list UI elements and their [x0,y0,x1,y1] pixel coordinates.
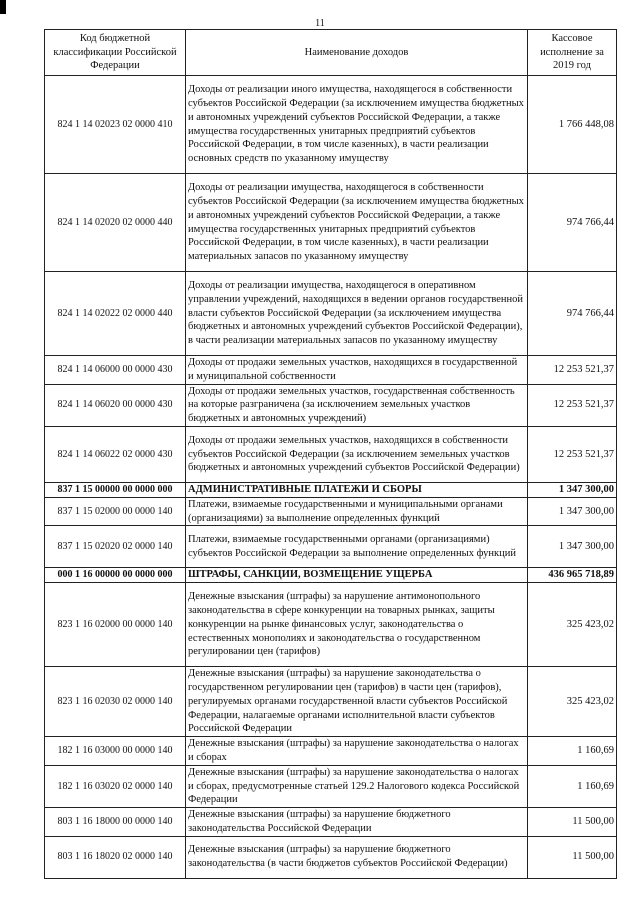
row-code: 837 1 15 02020 02 0000 140 [45,526,186,568]
row-code: 824 1 14 02022 02 0000 440 [45,272,186,356]
header-name: Наименование доходов [186,30,528,76]
row-name: Доходы от реализации иного имущества, находящегося в собственности субъектов Российской Федерации (за исключением имущества бюджетных и автономных учреждений субъектов Российской Федерации, а также имущества государственных унитарных предприятий субъектов Российской Федерации, в том числе казенных), в части реализации основных средств по указанному имуществу [186,76,528,174]
row-amount: 974 766,44 [528,174,617,272]
table-row [45,384,617,426]
table-row [45,836,617,878]
row-code: 837 1 15 00000 00 0000 000 [45,482,186,497]
row-amount: 11 500,00 [528,808,617,837]
row-amount: 1 160,69 [528,737,617,766]
row-code: 824 1 14 02023 02 0000 410 [45,76,186,174]
row-name: Доходы от продажи земельных участков, находящихся в государственной и муниципальной собственности [186,356,528,385]
row-name: Платежи, взимаемые государственными и муниципальными органами (организациями) за выполнение определенных функций [186,497,528,526]
scan-edge-mark [0,0,6,14]
row-name: Доходы от реализации имущества, находящегося в собственности субъектов Российской Федерации (за исключением имущества бюджетных и автономных учреждений субъектов Российской Федерации, а также имущества государственных унитарных предприятий субъектов Российской Федерации, в том числе казенных), в части реализации материальных запасов по указанному имуществу [186,174,528,272]
table-row [45,765,617,807]
row-amount: 11 500,00 [528,836,617,878]
revenue-table [44,29,617,879]
row-name: Доходы от продажи земельных участков, находящихся в собственности субъектов Российской Федерации (за исключением земельных участков бюджетных и автономных учреждений субъектов Российской Федерации) [186,426,528,482]
row-amount: 325 423,02 [528,583,617,667]
table-row [45,568,617,583]
table-row [45,272,617,356]
row-code: 823 1 16 02030 02 0000 140 [45,667,186,737]
table-row [45,426,617,482]
row-amount: 12 253 521,37 [528,384,617,426]
table-row [45,174,617,272]
row-name: Денежные взыскания (штрафы) за нарушение бюджетного законодательства Российской Федерации [186,808,528,837]
row-amount: 1 347 300,00 [528,482,617,497]
row-code: 182 1 16 03000 00 0000 140 [45,737,186,766]
page-number: 11 [315,18,325,29]
row-code: 824 1 14 06020 00 0000 430 [45,384,186,426]
table-row [45,482,617,497]
row-amount: 1 766 448,08 [528,76,617,174]
row-name: Денежные взыскания (штрафы) за нарушение законодательства о налогах и сборах [186,737,528,766]
row-name: Денежные взыскания (штрафы) за нарушение бюджетного законодательства (в части бюджетов субъектов Российской Федерации) [186,836,528,878]
table-row [45,356,617,385]
row-code: 803 1 16 18020 02 0000 140 [45,836,186,878]
header-amount: Кассовое исполнение за 2019 год [528,30,617,76]
table-row [45,583,617,667]
row-name: Денежные взыскания (штрафы) за нарушение законодательства о государственном регулировании цен (тарифов) в части цен (тарифов), регулируемых органами государственной власти субъектов Российской Федерации, налагаемые органами исполнительной власти субъектов Российской Федерации [186,667,528,737]
table-row [45,497,617,526]
row-amount: 1 347 300,00 [528,497,617,526]
row-name: Платежи, взимаемые государственными органами (организациями) субъектов Российской Федерации за выполнение определенных функций [186,526,528,568]
row-code: 803 1 16 18000 00 0000 140 [45,808,186,837]
table-row [45,808,617,837]
row-amount: 1 160,69 [528,765,617,807]
table-row [45,737,617,766]
row-code: 000 1 16 00000 00 0000 000 [45,568,186,583]
row-name: ШТРАФЫ, САНКЦИИ, ВОЗМЕЩЕНИЕ УЩЕРБА [186,568,528,583]
row-amount: 325 423,02 [528,667,617,737]
row-code: 824 1 14 06022 02 0000 430 [45,426,186,482]
row-amount: 974 766,44 [528,272,617,356]
row-amount: 436 965 718,89 [528,568,617,583]
row-name: Денежные взыскания (штрафы) за нарушение законодательства о налогах и сборах, предусмотренные статьей 129.2 Налогового кодекса Российской Федерации [186,765,528,807]
table-body [45,76,617,879]
table-header-row [45,30,617,76]
row-amount: 12 253 521,37 [528,356,617,385]
row-name: Доходы от реализации имущества, находящегося в оперативном управлении учреждений, находящихся в ведении органов государственной власти субъектов Российской Федерации (за исключением имущества бюджетных и автономных учреждений субъектов Российской Федерации), в части реализации материальных запасов по указанному имуществу [186,272,528,356]
row-code: 182 1 16 03020 02 0000 140 [45,765,186,807]
row-code: 824 1 14 02020 02 0000 440 [45,174,186,272]
row-amount: 12 253 521,37 [528,426,617,482]
row-code: 824 1 14 06000 00 0000 430 [45,356,186,385]
header-code: Код бюджетной классификации Российской Федерации [45,30,186,76]
row-code: 837 1 15 02000 00 0000 140 [45,497,186,526]
table-row [45,76,617,174]
row-name: АДМИНИСТРАТИВНЫЕ ПЛАТЕЖИ И СБОРЫ [186,482,528,497]
row-code: 823 1 16 02000 00 0000 140 [45,583,186,667]
row-name: Доходы от продажи земельных участков, государственная собственность на которые разграничена (за исключением земельных участков бюджетных и автономных учреждений) [186,384,528,426]
table-row [45,526,617,568]
table-row [45,667,617,737]
row-amount: 1 347 300,00 [528,526,617,568]
row-name: Денежные взыскания (штрафы) за нарушение антимонопольного законодательства в сфере конкуренции на товарных рынках, защиты конкуренции на рынке финансовых услуг, законодательства о естественных монополиях и законодательства о государственном регулировании цен (тарифов) [186,583,528,667]
